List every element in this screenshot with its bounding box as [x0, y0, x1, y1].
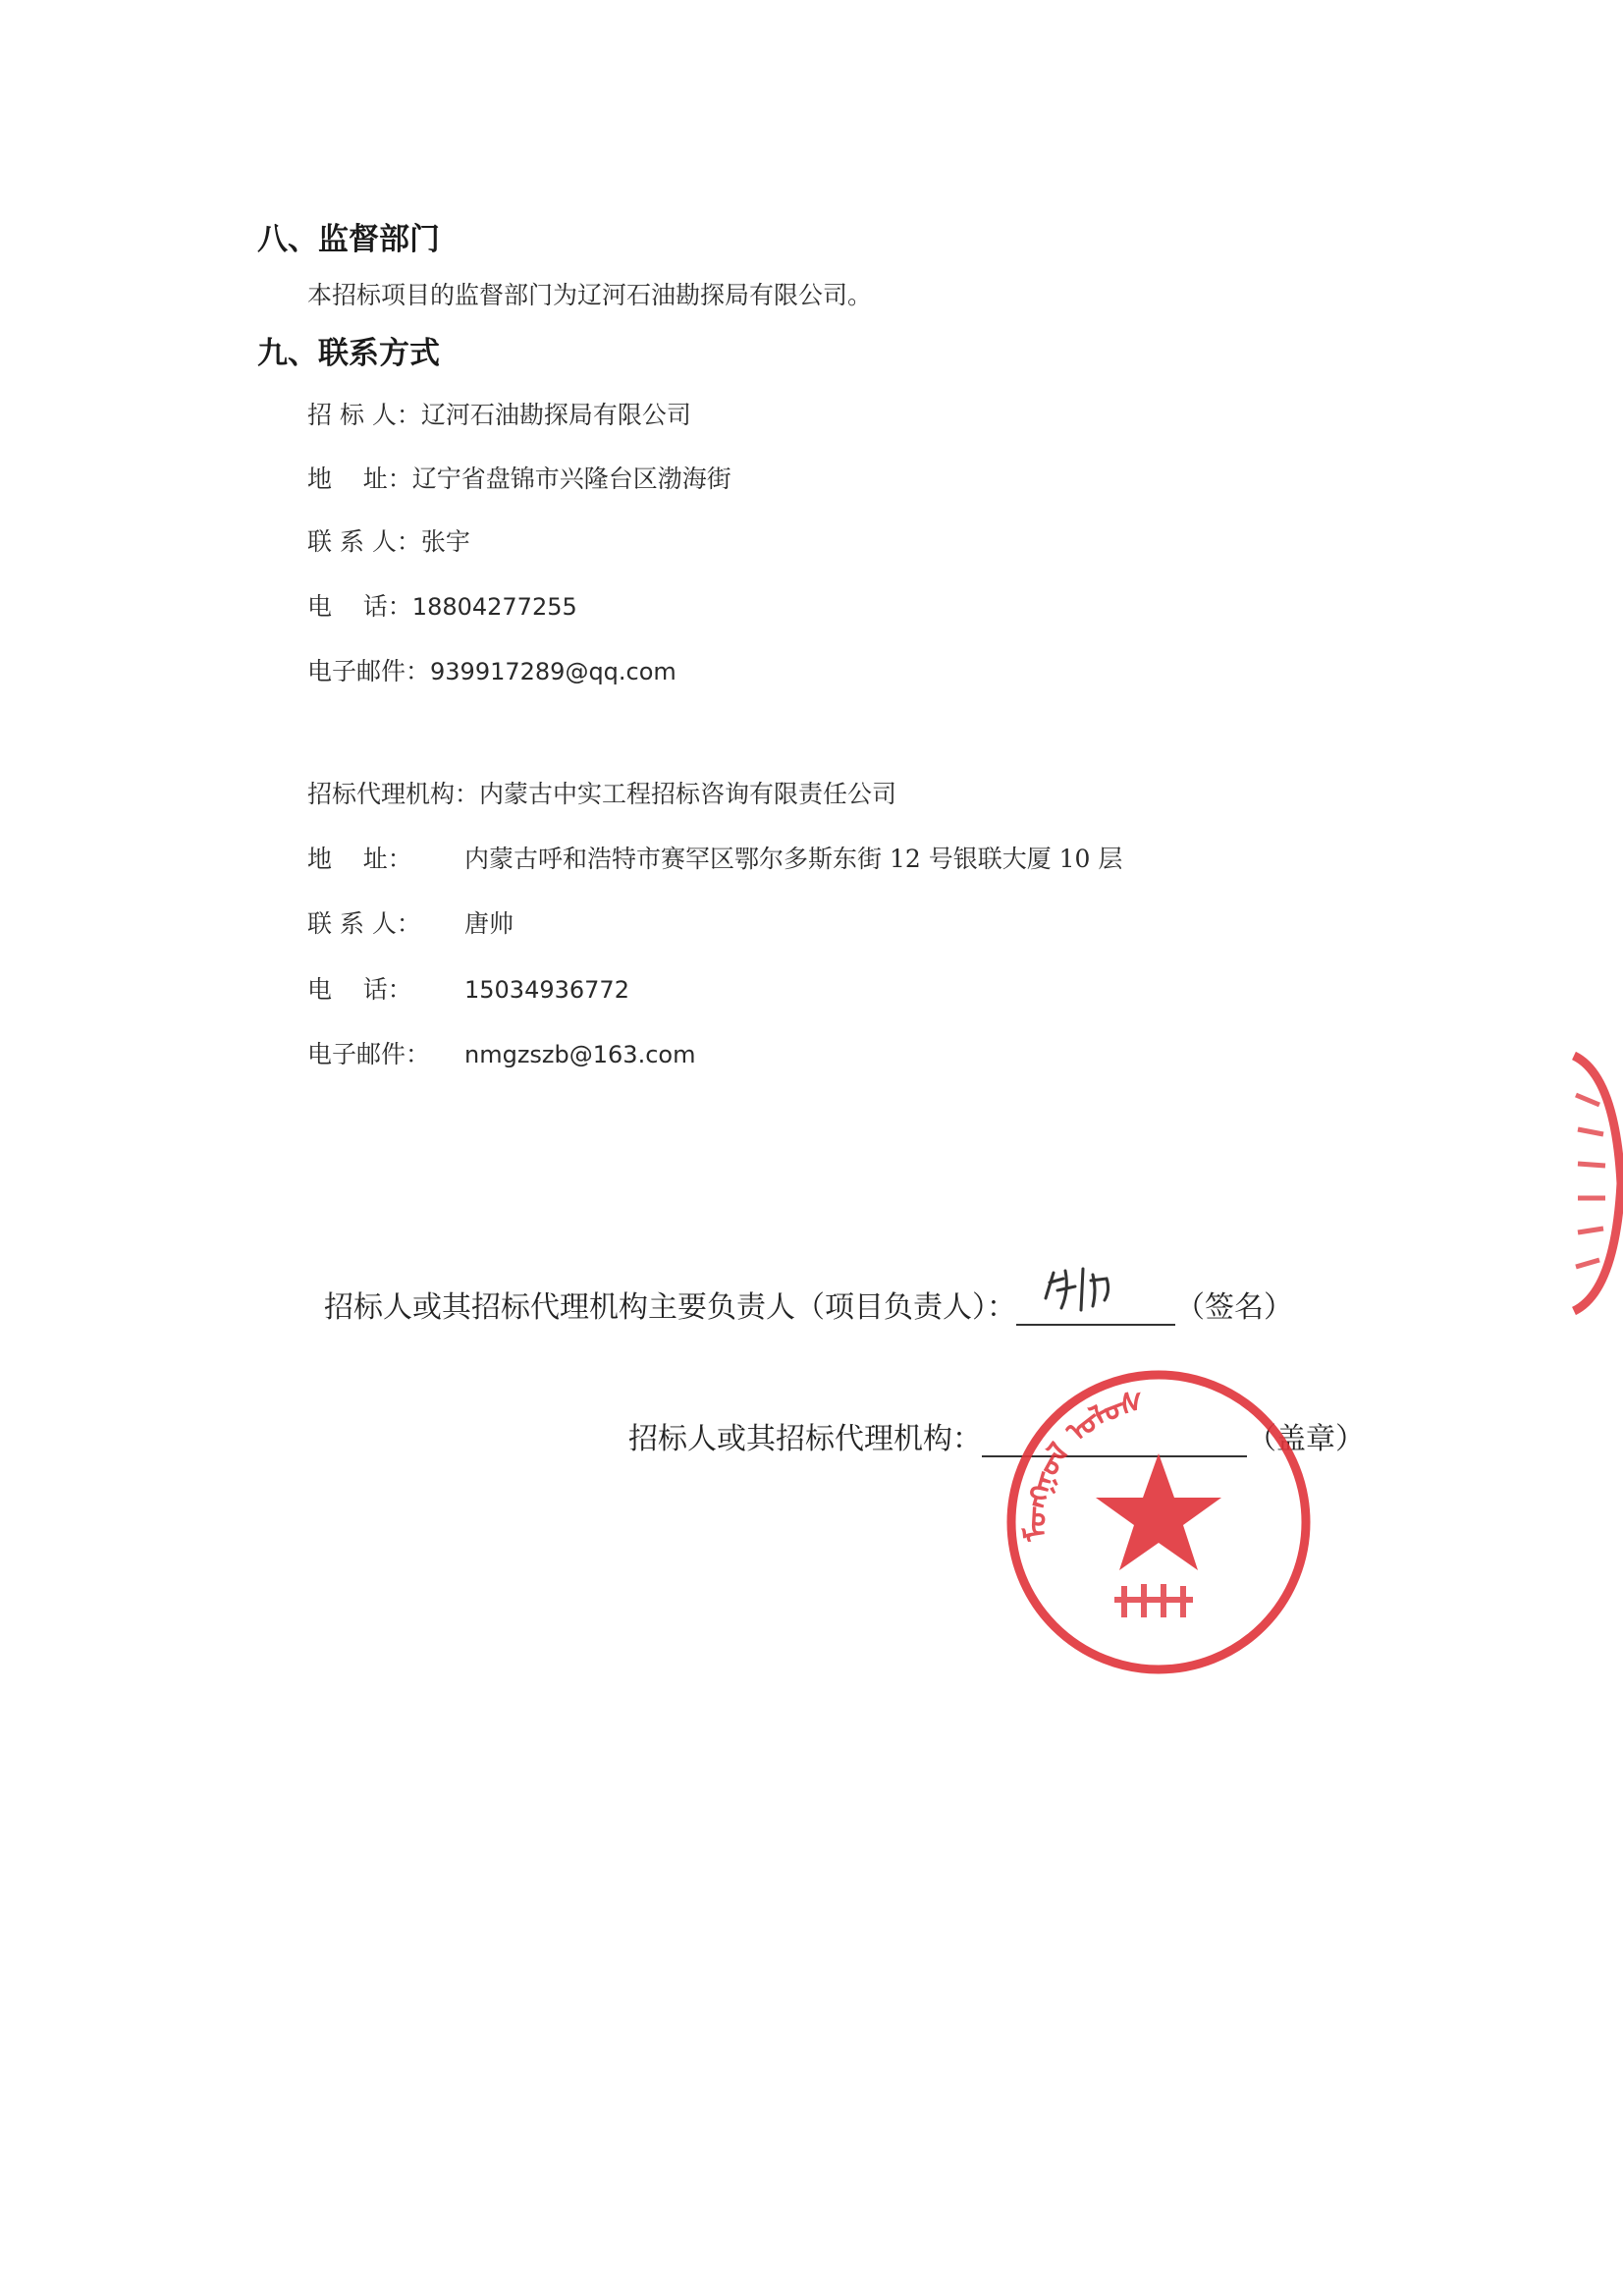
stamp-suffix: （盖章）: [1247, 1422, 1365, 1456]
agency-name-row: [307, 775, 896, 810]
svg-text:ᠮᠣᠩᠭᠣᠯ ᠤᠯᠤᠰ: ᠮᠣᠩᠭᠣᠯ ᠤᠯᠤᠰ: [1018, 1385, 1147, 1543]
stamp-label: 招标人或其招标代理机构：: [628, 1422, 982, 1456]
section-9-heading: 九、联系方式: [257, 336, 440, 371]
tenderer-address-row: [307, 460, 731, 495]
agency-phone: 15034936772: [464, 976, 629, 1004]
agency-contact: 唐帅: [464, 909, 514, 938]
agency-address-row: [307, 840, 1122, 875]
section-8-heading: 八、监督部门: [257, 222, 440, 257]
label: 招 标 人：: [307, 401, 421, 429]
label: 电 话：: [307, 975, 412, 1004]
tenderer-name: 辽河石油勘探局有限公司: [420, 401, 691, 429]
section-8-text: 本招标项目的监督部门为辽河石油勘探局有限公司。: [307, 281, 873, 309]
tenderer-contact-row: [307, 522, 470, 558]
company-seal-icon: [997, 1360, 1321, 1684]
signature-label: 招标人或其招标代理机构主要负责人（项目负责人）：: [324, 1290, 1016, 1325]
signature-field: [1016, 1285, 1175, 1326]
label: 地 址：: [307, 465, 412, 493]
tenderer-contact: 张宇: [420, 527, 470, 556]
signature-line: [324, 1283, 1293, 1326]
agency-address: 内蒙古呼和浩特市赛罕区鄂尔多斯东街 12 号银联大厦 10 层: [464, 845, 1123, 873]
label: 联 系 人：: [307, 909, 421, 938]
tenderer-phone: 18804277255: [411, 593, 577, 621]
label: 电 话：: [307, 592, 412, 621]
label: 招标代理机构：: [307, 780, 480, 808]
tenderer-phone-row: [307, 587, 577, 623]
handwritten-signature-icon: [1016, 1261, 1175, 1320]
partial-seal-icon: [1556, 1036, 1623, 1331]
agency-contact-row: [307, 904, 514, 940]
agency-name: 内蒙古中实工程招标咨询有限责任公司: [479, 780, 897, 808]
label: 电子邮件：: [307, 657, 431, 685]
agency-email-row: [307, 1035, 695, 1070]
tenderer-name-row: [307, 396, 691, 431]
label: 联 系 人：: [307, 527, 421, 556]
signature-suffix: （签名）: [1175, 1290, 1293, 1325]
tenderer-email-row: [307, 652, 676, 687]
label: 电子邮件：: [307, 1040, 431, 1068]
agency-email: nmgzszb@163.com: [464, 1041, 696, 1068]
label: 地 址：: [307, 845, 412, 873]
tenderer-address: 辽宁省盘锦市兴隆台区渤海街: [411, 465, 731, 493]
agency-phone-row: [307, 970, 629, 1006]
tenderer-email: 939917289@qq.com: [430, 658, 676, 685]
